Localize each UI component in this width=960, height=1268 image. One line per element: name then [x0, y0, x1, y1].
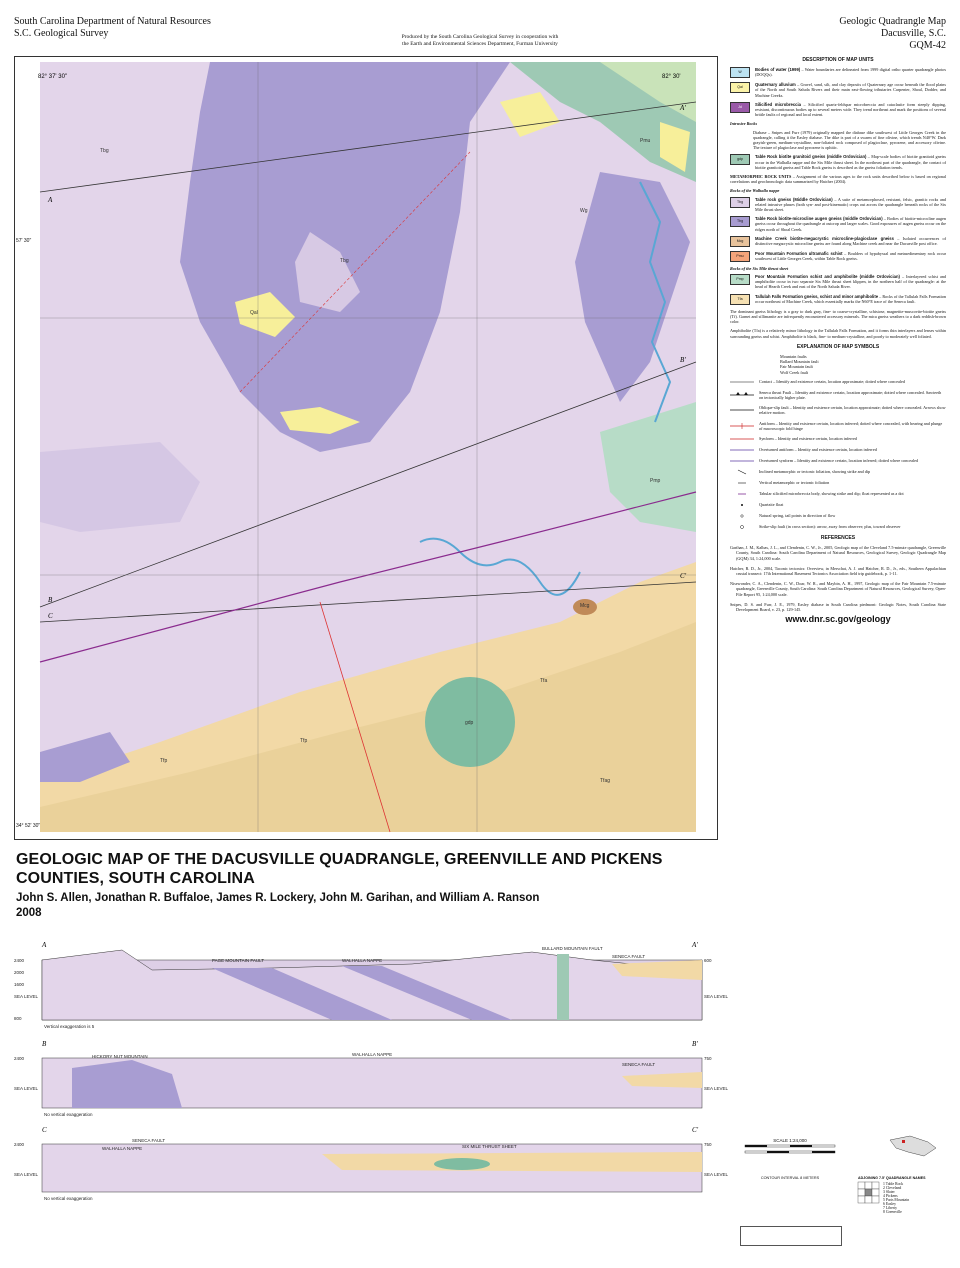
amphibolite-paragraph: Amphibolite (Tfa) is a relatively minor lithology in the Tallulah Falls Formation, and it forms thin interlayers and lenses within surrounding gneiss and schist. Amphibolite is black, fine- to medium-crystalline, and poorly to moderately well foliated. — [730, 328, 946, 339]
unit-swatch: Pmu — [730, 251, 750, 262]
quad-index-grid — [858, 1182, 880, 1204]
unit-desc: – Water boundaries are delineated from 1999 digital ortho quarter quadrangle photos (DOQQs). — [755, 67, 946, 78]
label-c: C — [48, 612, 53, 620]
unit-swatch: W — [730, 67, 750, 78]
xs-a-axis: 2000 — [14, 970, 25, 975]
inclined-foliation-icon — [730, 469, 754, 475]
unit-desc: – Interlayered schist and amphibolite occur in two separate Six Mile thrust sheet klippen, in the northern half of the quadrangle: at the head of Hearth Creek and east of the North Saluda River. — [755, 274, 947, 290]
production-credit-1: Produced by the South Carolina Geological Survey in cooperation with — [401, 34, 559, 40]
symbol-row — [730, 491, 946, 497]
header-center — [330, 34, 630, 48]
symbols-heading: EXPLANATION OF MAP SYMBOLS — [796, 343, 880, 350]
series-name: Geologic Quadrangle Map — [839, 16, 946, 27]
lat-mid-label: 57' 30" — [16, 238, 32, 244]
symbol-desc: Quartzite float — [759, 502, 784, 508]
unit-desc: – Rocks of the Tallulah Falls Formation occur northeast of Machine Creek, which essentially marks the N60°E trace of the Seneca fault. — [755, 293, 947, 304]
unit-desc: – Isolated occurrences of distinctive megacrystic microcline gneiss are found along Machine creek and near the Dacusville post office. — [755, 235, 946, 247]
symbol-row — [730, 447, 946, 453]
strike-slip-icon — [730, 524, 754, 530]
symbol-desc: Tabular silicified microbreccia body, showing strike and dip; float represented as a dot — [759, 491, 904, 497]
xs-a-end: A' — [692, 941, 698, 949]
xs-c-axis-r: 750 — [704, 1142, 712, 1147]
xs-b-note: No vertical exaggeration — [44, 1112, 93, 1117]
unit-name: Tallulah Falls Formation gneiss, schist and minor amphibolite — [755, 293, 879, 299]
overturned-synform-icon — [730, 458, 754, 464]
label-a: A — [48, 196, 53, 204]
xs-a-axis: 2400 — [14, 958, 25, 963]
index-name: 5 Paris Mountain — [883, 1198, 910, 1202]
symbol-row — [730, 405, 946, 415]
unit-row — [730, 236, 946, 247]
symbol-desc: Vertical metamorphic or tectonic foliation — [759, 480, 830, 486]
gneiss-paragraph: The dominant gneiss lithology is a gray to dark gray, fine- to coarse-crystalline, schistose, magnetite-muscovite-biotite gneiss (Tf). Garnet and sillimanite are infrequently encountered accessory minerals. The mica gneiss weathers to a dark reddish-brown color. — [730, 308, 946, 325]
unit-swatch: Tfa — [730, 294, 750, 305]
contact-line-icon — [730, 379, 754, 385]
unit-row — [730, 67, 946, 78]
unit-label: Tfp — [300, 738, 308, 744]
xs-b-label: HICKORY NUT MOUNTAIN — [92, 1054, 148, 1059]
header-left — [14, 16, 211, 40]
unit-swatch: Jd — [730, 102, 750, 113]
symbol-row — [730, 390, 946, 400]
index-name: 7 Liberty — [883, 1206, 898, 1210]
vertical-foliation-icon — [730, 480, 754, 486]
index-name: 6 Easley — [883, 1202, 896, 1206]
unit-label: Mcg — [580, 603, 590, 609]
index-name: 3 Slater — [883, 1190, 895, 1194]
symbol-desc: Strike-slip fault (in cross section): arrow, away from observer; plus, toward observer — [759, 524, 901, 530]
xs-c-axis: 2400 — [14, 1142, 25, 1147]
unit-row — [730, 197, 946, 213]
xs-b-axis-r: 750 — [704, 1056, 712, 1061]
map-number: GQM-42 — [909, 40, 946, 51]
intrusive-heading: Intrusive Rocks — [730, 121, 758, 127]
synform-icon — [730, 436, 754, 442]
survey-name: S.C. Geological Survey — [14, 28, 109, 39]
xs-a-label: WALHALLA NAPPE — [342, 958, 383, 963]
index-heading: ADJOINING 7.5' QUADRANGLE NAMES — [858, 1176, 926, 1180]
xs-c-start: C — [42, 1126, 47, 1134]
header-right — [839, 16, 946, 52]
symbol-desc: Antiform – Identity and existence certain, location inferred; dotted where concealed, with bearing and plunge of macroscopic fold hinge — [759, 420, 943, 431]
fault-legend — [730, 354, 946, 375]
cross-section-c — [12, 1124, 729, 1204]
symbol-row — [730, 502, 946, 508]
symbol-row — [730, 524, 946, 530]
symbol-desc: Overturned antiform – Identity and existence certain, location inferred — [759, 447, 877, 453]
xs-b-axis: SEA LEVEL — [14, 1086, 39, 1091]
unit-label: Tfa — [540, 678, 548, 684]
meta-text: – Assignment of the various ages to the rock units described below is based on regional correlations and geochronologic data summarized by Hatcher (2004). — [730, 174, 946, 185]
symbol-row — [730, 379, 946, 385]
unit-label: gdp — [465, 720, 474, 726]
unit-swatch: gdp — [730, 154, 750, 165]
quartzite-float-icon — [730, 502, 754, 508]
microbreccia-body-icon — [730, 491, 754, 497]
symbol-row — [730, 458, 946, 464]
unit-name: Table Rock biotite-microcline augen gneiss (middle Ordovician) — [755, 216, 883, 222]
xs-c-end: C' — [692, 1126, 699, 1134]
map-authors: John S. Allen, Jonathan R. Buffaloe, James R. Lockery, John M. Garihan, and William A. Ranson — [16, 892, 540, 904]
unit-desc: – Map-scale bodies of biotite granitoid gneiss occur in the Walhalla nappe and the Six Mile thrust sheet. In the northeast part of the quadrangle, the contact of biotite granitoid gneiss and Table Rock gneiss is described as the gneiss foliation trends. — [755, 154, 946, 170]
unit-swatch: Mcg — [730, 236, 750, 247]
unit-label: Tfp — [160, 758, 168, 764]
overturned-antiform-icon — [730, 447, 754, 453]
south-carolina-locator-map — [888, 1134, 938, 1158]
unit-label: Pmp — [650, 478, 661, 484]
spring-icon — [730, 513, 754, 519]
map-title: GEOLOGIC MAP OF THE DACUSVILLE QUADRANGLE, GREENVILLE AND PICKENS COUNTIES, SOUTH CAROLINA — [16, 851, 663, 887]
symbol-desc: Inclined metamorphic or tectonic foliation, showing strike and dip — [759, 469, 871, 475]
reference-item: Hatcher, R. D., Jr., 2004, Taconic tectonics: Overview, in Merschat, A. J. and Hatcher, R. D., Jr., eds., Southern Appalachian crustal transect: 17th International Basement Tectonics Association field trip guidebook, p. 1-11. — [730, 565, 946, 576]
xs-b-label: WALHALLA NAPPE — [352, 1052, 393, 1057]
fault-legend-item: Wolf Creek fault — [780, 369, 809, 375]
symbol-row — [730, 421, 946, 431]
unit-row — [730, 216, 946, 232]
cross-section-b — [12, 1038, 729, 1120]
unit-label: Tbg — [100, 148, 109, 154]
fault-legend-item: Fair Mountain fault — [780, 364, 813, 370]
unit-desc: – Silicified quartz-feldspar microbreccia and cataclasite form steeply dipping, resistant, discontinuous bodies up to several meters wide. They trend northeast and mark the positions of several brittle faults of regional and local extent. — [755, 101, 946, 118]
map-year: 2008 — [16, 907, 42, 919]
meta-heading: METAMORPHIC ROCK UNITS — [730, 174, 792, 180]
revision-table — [740, 1226, 842, 1246]
reference-item: Garihan, J. M., Kalbas, J. L., and Clendenin, C. W., Jr., 2005, Geologic map of the Cleveland 7.5-minute quadrangle, Greenville County, South Carolina: South Carolina Department of Natural Resources, Geological Survey, Geologic Quadrangle Map (GQM) 34, 1:24,000 scale. — [730, 545, 946, 561]
corner-ne-label: 82° 30' — [662, 74, 681, 80]
symbol-desc: Natural spring, tail points in direction of flow — [759, 513, 836, 519]
unit-label: Qal — [250, 310, 258, 316]
label-b: B — [48, 596, 53, 604]
xs-b-axis-r: SEA LEVEL — [704, 1086, 729, 1091]
index-name: 2 Cleveland — [883, 1186, 902, 1190]
quad-index — [858, 1176, 948, 1214]
xs-a-start: A — [42, 941, 47, 949]
scale-block — [740, 1138, 840, 1180]
xs-b-axis: 2400 — [14, 1056, 25, 1061]
index-name: 1 Table Rock — [883, 1182, 904, 1186]
diabase-desc: Diabase – Snipes and Furr (1979) originally mapped the diabase dike southwest of Little Georges Creek in the quadrangle, calling it the Easley diabase. The dike is part of a swarm of fine olivine, which trends N40°W. Dark grayish-green, medium-crystalline, non-foliated rock composed of plagioclase, pyroxene, and accessory olivine. The texture of plagioclase and pyroxene is ophitic. — [753, 129, 946, 151]
symbol-desc: Oblique-slip fault – Identity and existence certain, location approximate; dotted where concealed. Arrows show relative motion. — [759, 405, 946, 416]
unit-name: Poor Mountain Formation ultramafic schist — [755, 250, 843, 256]
xs-a-axis: 800 — [14, 1016, 22, 1021]
legend-column — [730, 57, 947, 625]
label-c-prime: C' — [680, 572, 687, 580]
symbol-row — [730, 469, 946, 475]
unit-swatch: Tbg — [730, 216, 750, 227]
antiform-icon — [730, 423, 754, 429]
xs-a-axis-r: 600 — [704, 958, 712, 963]
unit-desc: – Bodies of biotite-microcline augen gneiss occur throughout the quadrangle at outcrop and larger scales. Good exposures of augen gneiss occur on the ridges north of Shoal Creek. — [755, 216, 946, 232]
quad-name: Dacusville, S.C. — [881, 28, 946, 39]
oblique-fault-icon — [730, 407, 754, 413]
xs-a-note: Vertical exaggeration is 5 — [44, 1024, 95, 1029]
xs-a-axis: SEA LEVEL — [14, 994, 39, 999]
scale-text: SCALE 1:24,000 — [773, 1138, 807, 1143]
contour-text: CONTOUR INTERVAL 8 METERS — [760, 1176, 820, 1180]
unit-row — [730, 251, 946, 262]
label-b-prime: B' — [680, 356, 686, 364]
symbol-desc: Contact – Identify and existence certain, location approximate; dotted where concealed — [759, 379, 905, 385]
corner-nw-label: 82° 37' 30" — [38, 74, 68, 80]
unit-row — [730, 154, 946, 170]
unit-label: Tbg — [340, 258, 349, 264]
xs-b-start: B — [42, 1040, 47, 1048]
symbol-desc: Seneca thrust Fault – Identity and existence certain, location approximate; dotted where concealed. Sawteeth on tectonically higher plate. — [759, 389, 942, 400]
xs-b-label: SENECA FAULT — [622, 1062, 656, 1067]
unit-row — [730, 82, 946, 98]
scale-bar — [740, 1143, 840, 1159]
unit-desc: – Boulders of hypabyssal and metasedimentary rock occur southwest of Little Georges Creek, within Table Rock gneiss. — [755, 250, 947, 262]
symbol-row — [730, 480, 946, 486]
unit-row — [730, 274, 946, 290]
xs-c-label: SENECA FAULT — [132, 1138, 166, 1143]
xs-c-label: SIX MILE THRUST SHEET — [462, 1144, 517, 1149]
references-heading: REFERENCES — [820, 534, 856, 541]
unit-name: Poor Mountain Formation schist and amphibolite (middle Ordovician) — [755, 274, 900, 280]
fault-legend-item: Bullard Mountain fault — [780, 359, 819, 365]
unit-name: Silicified microbreccia — [755, 101, 801, 107]
xs-a-axis-r: SEA LEVEL — [704, 994, 729, 999]
unit-swatch: Pmp — [730, 274, 750, 285]
xs-a-axis: 1600 — [14, 982, 25, 987]
xs-a-label: BULLARD MOUNTAIN FAULT — [542, 946, 603, 951]
xs-a-label: PAGE MOUNTAIN FAULT — [212, 958, 265, 963]
symbol-row — [730, 513, 946, 519]
six-mile-heading: Rocks of the Six Mile thrust sheet — [730, 265, 789, 271]
geologic-map — [40, 62, 696, 832]
production-credit-2: the Earth and Environmental Sciences Department, Furman University — [402, 41, 558, 47]
desc-heading: DESCRIPTION OF MAP UNITS — [802, 57, 874, 63]
unit-label: Wg — [580, 208, 588, 214]
website-link[interactable]: www.dnr.sc.gov/geology — [785, 614, 891, 625]
xs-c-axis: SEA LEVEL — [14, 1172, 39, 1177]
xs-c-note: No vertical exaggeration — [44, 1196, 93, 1201]
reference-item: Snipes, D. S. and Furr, J. E., 1979, Easley diabase in South Carolina piedmont: Geologic Notes, South Carolina State Development Board, v. 23, p. 129-145. — [730, 601, 946, 612]
unit-desc: – A suite of metamorphosed, resistant, felsic, granitic rocks and related intrusive phases (both syn- and post-kinematic) crops out across the quadrangle beneath rocks of the Six Mile thrust sheet. — [755, 196, 947, 213]
unit-row — [730, 102, 946, 118]
unit-name: Table rock gneiss (Middle Ordovician) — [755, 196, 833, 202]
symbol-row — [730, 436, 946, 442]
unit-name: Machine Creek biotite-megacrystic microcline-plagioclase gneiss — [755, 235, 894, 241]
reference-item: Nisewonder, C. A., Clendenin, C. W., Doar, W. R., and Maybin, A. H., 1997, Geologic map of the Fair Mountain 7.5-minute quadrangle, Greenville County, South Carolina: South Carolina Department of Natural Resources, Geological Survey, Open-File Report 95, 1:24,000 scale. — [730, 581, 946, 597]
thrust-fault-icon — [730, 392, 754, 398]
unit-swatch: Tbg — [730, 197, 750, 208]
symbol-desc: Overturned synform – Identity and existence certain, location inferred; dotted where concealed — [759, 458, 919, 464]
walhalla-heading: Rocks of the Walhalla nappe — [730, 188, 780, 194]
symbol-desc: Synform – Identity and existence certain, location inferred — [759, 436, 857, 442]
unit-name: Table Rock biotite granitoid gneiss (middle Ordovician) — [755, 154, 867, 160]
lat-south-label: 34° 52' 30" — [16, 823, 41, 829]
unit-name: Quaternary alluvium — [755, 82, 796, 88]
cross-section-a — [12, 940, 729, 1032]
index-name: 8 Greenville — [883, 1210, 902, 1214]
fault-legend-item: Mountain faults — [780, 353, 807, 359]
xs-c-label: WALHALLA NAPPE — [102, 1146, 143, 1151]
agency-name: South Carolina Department of Natural Resources — [14, 16, 211, 27]
label-a-prime: A' — [680, 104, 686, 112]
unit-name: Bodies of water (1999) — [755, 67, 801, 73]
unit-desc: – Gravel, sand, silt, and clay deposits of Quaternary age occur beneath the flood plains of the North and South Saluda Rivers and their main east-flowing tributaries Carpenter, Shoal, Dodder, and Machine Creeks. — [755, 82, 946, 98]
xs-c-axis-r: SEA LEVEL — [704, 1172, 729, 1177]
unit-swatch: Qal — [730, 82, 750, 93]
unit-row — [730, 294, 946, 305]
unit-label: Tfag — [600, 778, 611, 784]
unit-label: Pmu — [640, 138, 651, 144]
index-name: 4 Pickens — [883, 1194, 898, 1198]
xs-b-end: B' — [692, 1040, 698, 1048]
xs-a-label: SENECA FAULT — [612, 954, 646, 959]
